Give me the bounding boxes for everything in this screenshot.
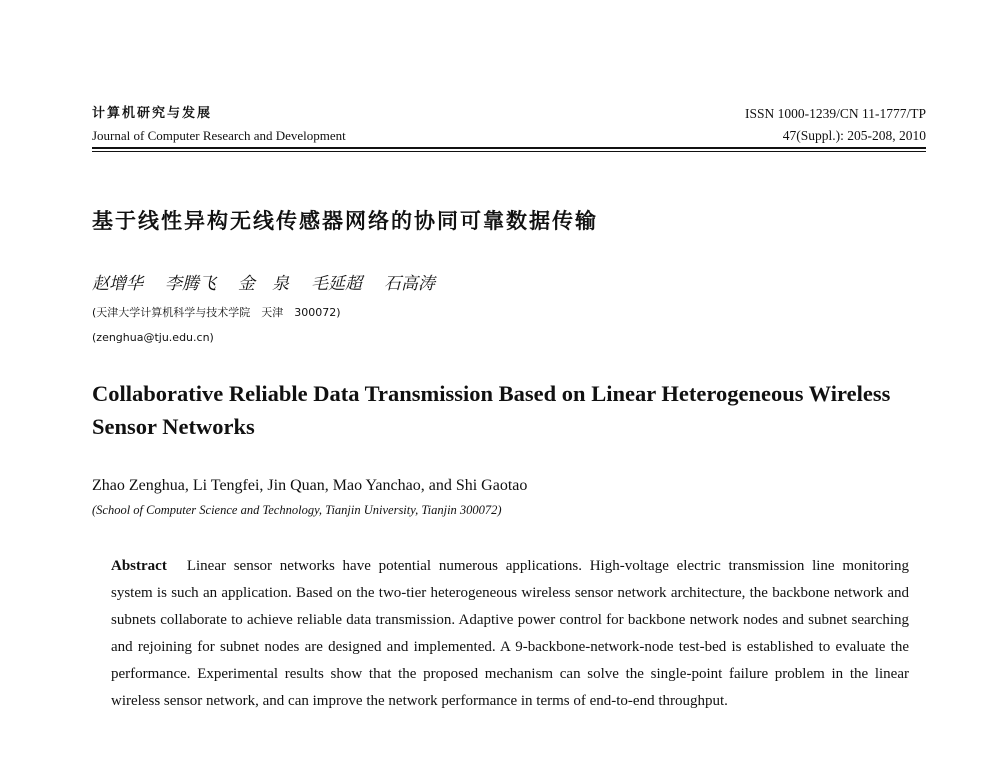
journal-name-english: Journal of Computer Research and Development — [92, 128, 346, 143]
paper-title-chinese: 基于线性异构无线传感器网络的协同可靠数据传输 — [92, 209, 598, 233]
author-list-english: Zhao Zenghua, Li Tengfei, Jin Quan, Mao Yanchao, and Shi Gaotao — [92, 477, 528, 494]
abstract-label: Abstract — [111, 558, 167, 574]
author-chinese: 毛延超 — [311, 274, 362, 294]
paper-title-english: Collaborative Reliable Data Transmission Based on Linear Heterogeneous Wireless Sensor Networks — [92, 381, 891, 439]
volume-line: 47(Suppl.): 205-208, 2010 — [782, 128, 926, 143]
journal-name-block — [92, 106, 346, 144]
publication-info-block — [745, 106, 926, 144]
issn-line: ISSN 1000-1239/CN 11-1777/TP — [744, 106, 926, 121]
abstract-block — [111, 553, 909, 715]
author-chinese: 李腾飞 — [165, 274, 216, 294]
header-rule-thin — [92, 151, 926, 152]
affiliation-english: (School of Computer Science and Technology, Tianjin University, Tianjin 300072) — [92, 503, 502, 517]
journal-name-chinese: 计算机研究与发展 — [92, 106, 213, 121]
contact-email: (zenghua@tju.edu.cn) — [92, 331, 214, 344]
author-list-chinese — [92, 272, 457, 296]
header-rule-thick — [92, 147, 926, 149]
author-chinese: 金 泉 — [238, 274, 289, 294]
affiliation-chinese: (天津大学计算机科学与技术学院 天津 300072) — [92, 306, 341, 319]
author-chinese: 石高涛 — [384, 274, 435, 294]
abstract-text: Linear sensor networks have potential numerous applications. High-voltage electric transmission line monitoring system is such an application. Based on the two-tier heterogeneous wireless sensor network architecture, the backbone network and subnets collaborate to achieve reliable data transmission. Adaptive power control for backbone network nodes and subnet searching and rejoining for subnet nodes are designed and implemented. A 9-backbone-network-node test-bed is established to evaluate the performance. Experimental results show that the proposed mechanism can solve the single-point failure problem in the linear wireless sensor network, and can improve the network performance in terms of end-to-end throughput. — [111, 558, 909, 709]
author-chinese: 赵增华 — [92, 274, 143, 294]
